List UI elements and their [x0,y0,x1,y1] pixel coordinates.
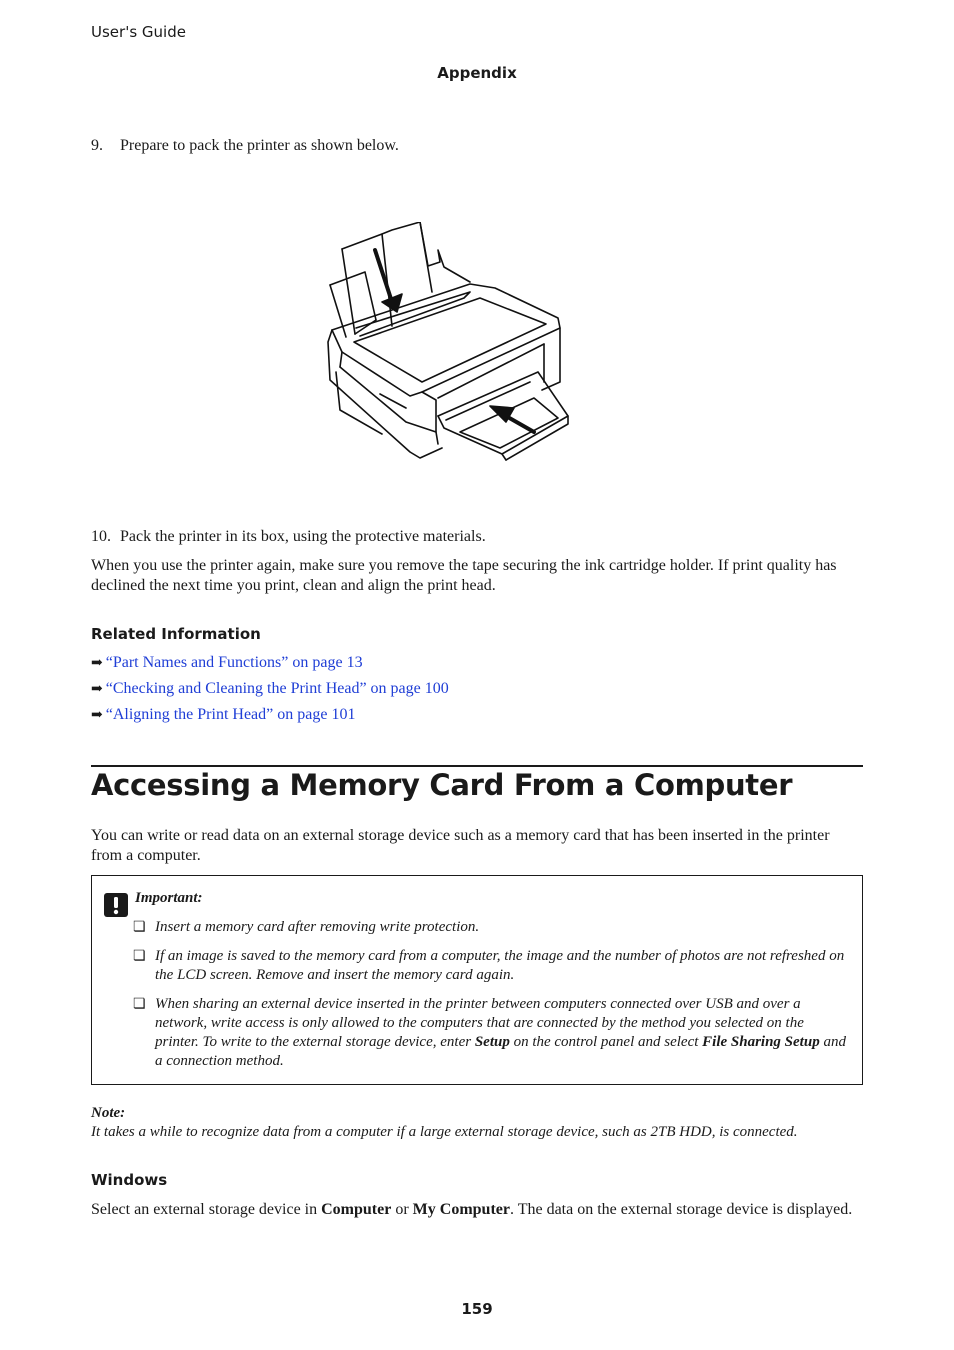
arrow-right-icon: ➡ [91,682,103,697]
computer-term: Computer [321,1201,392,1218]
windows-heading: Windows [91,1171,168,1189]
header-guide-title: User's Guide [91,23,186,41]
printer-packing-illustration [320,222,582,464]
important-title: Important: [135,890,203,906]
related-link-item[interactable] [91,705,355,726]
step-9 [91,136,399,156]
page-number: 159 [461,1300,493,1318]
related-link-part-names[interactable]: “Part Names and Functions” on page 13 [105,654,363,671]
arrow-right-icon: ➡ [91,656,103,671]
step-number: 9. [91,137,103,154]
checkbox-bullet-icon: ❏ [133,997,146,1012]
section-divider [91,765,863,767]
step-10 [91,527,486,547]
important-item-text: When sharing an external device inserted in the printer between computers connected over USB and over a network, write access is only allowed to the computers that are connected by the method you selected on the printer. To write to the external storage device, enter Setup on the control panel and select File Sharing Setup and a connection method. [155,996,846,1069]
step-text: Pack the printer in its box, using the protective materials. [120,528,486,545]
related-information-heading: Related Information [91,625,261,643]
file-sharing-setup-term: File Sharing Setup [702,1034,820,1050]
section-title: Accessing a Memory Card From a Computer [91,768,793,802]
arrow-right-icon: ➡ [91,708,103,723]
important-item [133,918,849,937]
checkbox-bullet-icon: ❏ [133,920,146,935]
important-item [133,947,849,985]
related-link-checking-cleaning[interactable]: “Checking and Cleaning the Print Head” on page 100 [105,680,449,697]
windows-paragraph: Select an external storage device in Computer or My Computer. The data on the external storage device is displayed. [91,1201,853,1218]
header-section-title: Appendix [437,64,517,82]
exclamation-icon [104,893,128,917]
note-title: Note: [91,1105,126,1121]
important-item-text: If an image is saved to the memory card from a computer, the image and the number of photos are not refreshed on the LCD screen. Remove and insert the memory card again. [155,948,845,983]
note-text: It takes a while to recognize data from a computer if a large external storage device, such as 2TB HDD, is connected. [91,1124,798,1140]
important-item-text: Insert a memory card after removing write protection. [155,919,480,935]
my-computer-term: My Computer [412,1201,510,1218]
step-number: 10. [91,528,111,545]
important-box [91,875,863,1085]
section-intro: You can write or read data on an external storage device such as a memory card that has been inserted in the printer from a computer. [91,827,830,864]
reuse-paragraph: When you use the printer again, make sure you remove the tape securing the ink cartridge holder. If print quality has declined the next time you print, clean and align the print head. [91,557,837,594]
related-link-item[interactable] [91,653,363,674]
setup-term: Setup [474,1034,510,1050]
important-item [133,995,849,1071]
related-link-item[interactable] [91,679,449,700]
checkbox-bullet-icon: ❏ [133,949,146,964]
step-text: Prepare to pack the printer as shown below. [120,137,399,154]
related-link-aligning[interactable]: “Aligning the Print Head” on page 101 [105,706,356,723]
